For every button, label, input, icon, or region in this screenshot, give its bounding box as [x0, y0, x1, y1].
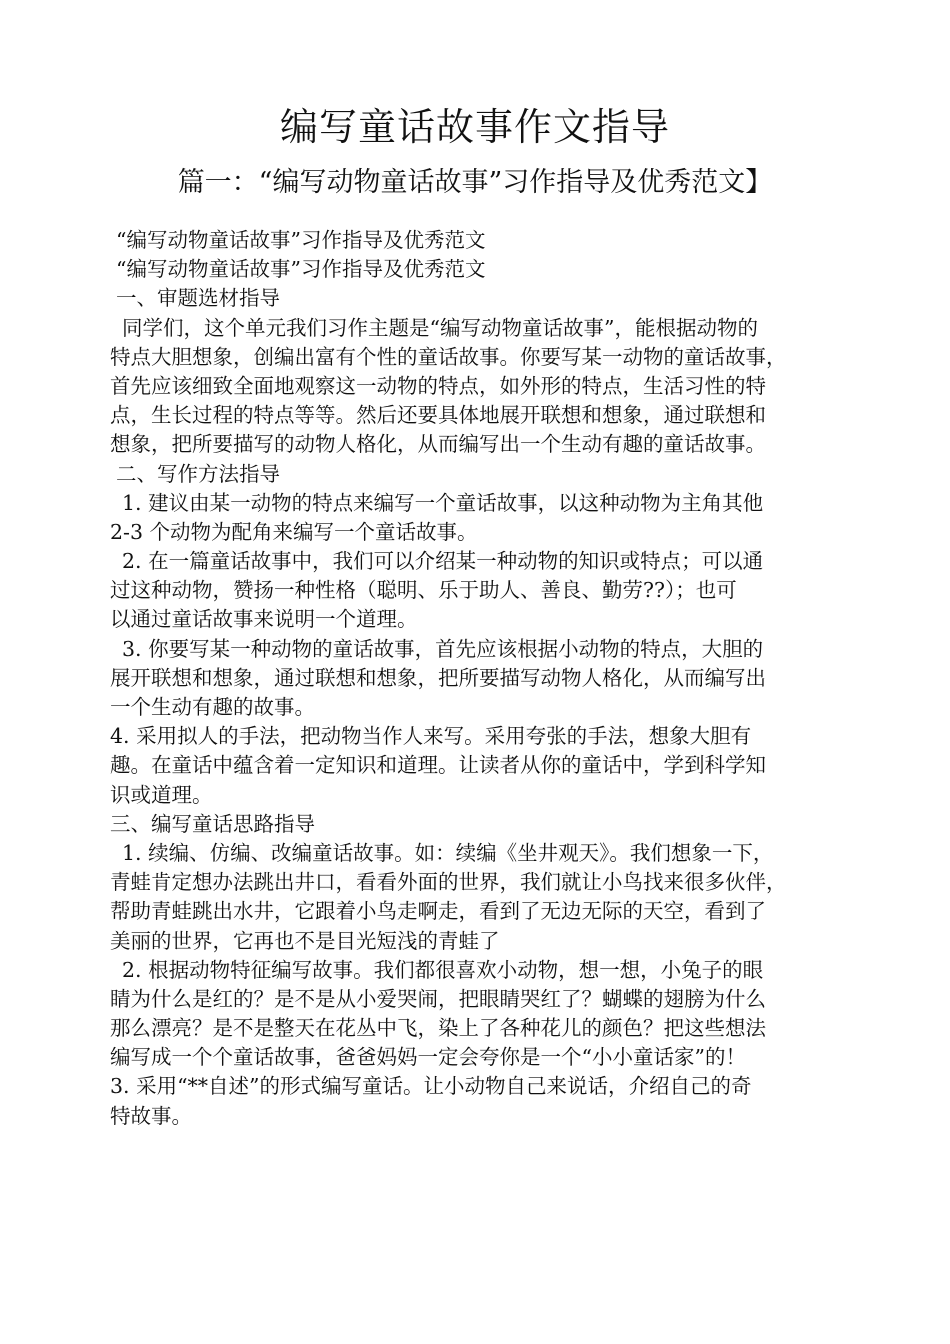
paragraph-line: 帮助青蛙跳出水井，它跟着小鸟走啊走，看到了无边无际的天空，看到了	[110, 899, 766, 924]
paragraph-line: 1. 续编、仿编、改编童话故事。如：续编《坐井观天》。我们想象一下，	[122, 840, 774, 865]
section-heading: 三、编写童话思路指导	[110, 811, 315, 836]
paragraph-line: 睛为什么是红的？是不是从小爱哭闹，把眼睛哭红了？蝴蝶的翅膀为什么	[110, 986, 766, 1011]
paragraph-line: 2. 根据动物特征编写故事。我们都很喜欢小动物，想一想，小兔子的眼	[122, 957, 764, 982]
paragraph-line: 美丽的世界，它再也不是目光短浅的青蛙了	[110, 928, 500, 953]
paragraph-line: “编写动物童话故事”习作指导及优秀范文	[116, 228, 486, 252]
paragraph-line: 同学们，这个单元我们习作主题是“编写动物童话故事”，能根据动物的	[122, 315, 758, 340]
paragraph-line: 2. 在一篇童话故事中，我们可以介绍某一种动物的知识或特点；可以通	[122, 549, 764, 574]
paragraph-line: 一个生动有趣的故事。	[110, 695, 315, 719]
paragraph-line: 4. 采用拟人的手法，把动物当作人来写。采用夸张的手法，想象大胆有	[110, 724, 752, 749]
document-subtitle: 篇一：“编写动物童话故事”习作指导及优秀范文】	[177, 167, 773, 198]
paragraph-line: 想象，把所要描写的动物人格化，从而编写出一个生动有趣的童话故事。	[110, 432, 766, 457]
paragraph-line: 青蛙肯定想办法跳出井口，看看外面的世界，我们就让小鸟找来很多伙伴，	[110, 870, 787, 895]
paragraph-line: 首先应该细致全面地观察这一动物的特点，如外形的特点，生活习性的特	[110, 373, 766, 398]
paragraph-line: 3. 采用“**自述”的形式编写童话。让小动物自己来说话，介绍自己的奇	[110, 1074, 752, 1099]
document-body	[110, 226, 862, 1131]
paragraph-line: 趣。在童话中蕴含着一定知识和道理。让读者从你的童话中，学到科学知	[110, 753, 766, 778]
paragraph-line: 特点大胆想象，创编出富有个性的童话故事。你要写某一动物的童话故事，	[110, 344, 787, 369]
paragraph-line: 特故事。	[110, 1103, 192, 1128]
paragraph-line: “编写动物童话故事”习作指导及优秀范文	[116, 257, 486, 282]
paragraph-line: 编写成一个个童话故事，爸爸妈妈一定会夸你是一个“小小童话家”的！	[110, 1045, 746, 1070]
paragraph-line: 3. 你要写某一种动物的童话故事，首先应该根据小动物的特点，大胆的	[122, 636, 764, 661]
paragraph-line: 过这种动物，赞扬一种性格（聪明、乐于助人、善良、勤劳??）；也可	[110, 578, 737, 603]
paragraph-line: 识或道理。	[110, 782, 213, 807]
paragraph-line: 那么漂亮？是不是整天在花丛中飞，染上了各种花儿的颜色？把这些想法	[110, 1016, 766, 1041]
section-heading: 二、写作方法指导	[116, 461, 280, 486]
paragraph-line: 点，生长过程的特点等等。然后还要具体地展开联想和想象，通过联想和	[110, 403, 766, 428]
document-title: 编写童话故事作文指导	[279, 105, 670, 149]
paragraph-line: 1. 建议由某一动物的特点来编写一个童话故事，以这种动物为主角其他	[122, 490, 764, 515]
section-heading: 一、审题选材指导	[116, 286, 280, 311]
paragraph-line: 以通过童话故事来说明一个道理。	[110, 607, 418, 632]
paragraph-line: 2-3 个动物为配角来编写一个童话故事。	[110, 519, 478, 544]
paragraph-line: 展开联想和想象，通过联想和想象，把所要描写动物人格化，从而编写出	[110, 665, 766, 690]
